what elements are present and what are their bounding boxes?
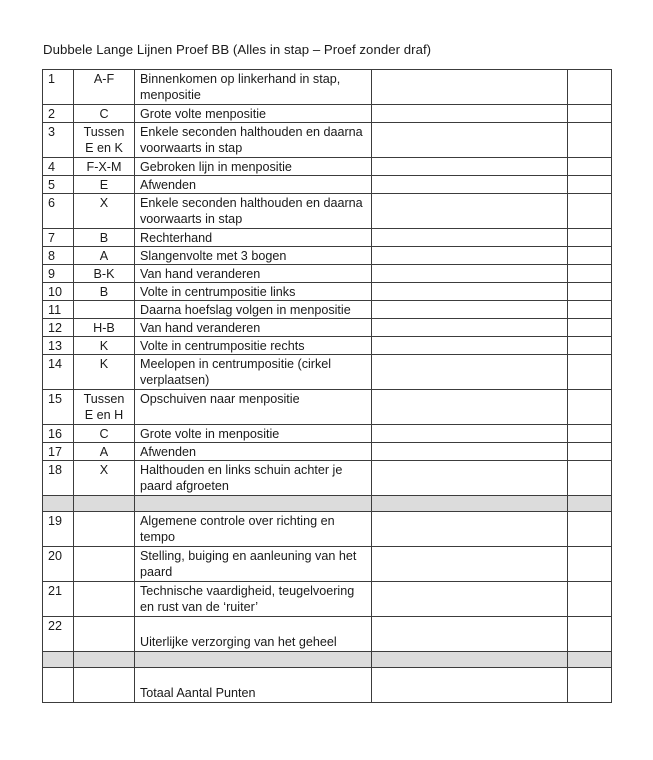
table-row — [43, 123, 612, 158]
separator-cell — [135, 496, 372, 512]
row-number: 3 — [43, 123, 74, 158]
score-cell[interactable] — [372, 547, 568, 582]
note-cell[interactable] — [568, 247, 612, 265]
table-row — [43, 355, 612, 390]
table-row — [43, 443, 612, 461]
row-letter: B — [74, 229, 135, 247]
score-cell[interactable] — [372, 425, 568, 443]
row-number: 15 — [43, 390, 74, 425]
row-letter: B — [74, 283, 135, 301]
table-row — [43, 283, 612, 301]
row-description: Technische vaardigheid, teugelvoering en rust van de ‘ruiter’ — [135, 582, 372, 617]
row-description: Grote volte in menpositie — [135, 425, 372, 443]
row-number: 20 — [43, 547, 74, 582]
table-row — [43, 265, 612, 283]
separator-cell — [43, 496, 74, 512]
score-cell[interactable] — [372, 247, 568, 265]
note-cell[interactable] — [568, 301, 612, 319]
note-cell[interactable] — [568, 70, 612, 105]
row-number: 10 — [43, 283, 74, 301]
score-cell[interactable] — [372, 582, 568, 617]
note-cell[interactable] — [568, 319, 612, 337]
score-cell[interactable] — [372, 337, 568, 355]
row-description: Algemene controle over richting en tempo — [135, 512, 372, 547]
row-number: 22 — [43, 617, 74, 652]
separator-cell — [135, 652, 372, 668]
row-letter: C — [74, 425, 135, 443]
row-description: Afwenden — [135, 443, 372, 461]
note-cell[interactable] — [568, 617, 612, 652]
table-row — [43, 194, 612, 229]
row-number: 1 — [43, 70, 74, 105]
page-title: Dubbele Lange Lijnen Proef BB (Alles in stap – Proef zonder draf) — [43, 42, 432, 57]
table-row — [43, 176, 612, 194]
row-description: Daarna hoefslag volgen in menpositie — [135, 301, 372, 319]
total-score-cell[interactable] — [372, 668, 568, 703]
row-description: Van hand veranderen — [135, 319, 372, 337]
row-letter: A — [74, 247, 135, 265]
row-description: Opschuiven naar menpositie — [135, 390, 372, 425]
table-row — [43, 70, 612, 105]
row-number: 7 — [43, 229, 74, 247]
row-description: Van hand veranderen — [135, 265, 372, 283]
separator-cell — [74, 652, 135, 668]
row-number: 13 — [43, 337, 74, 355]
total-cell — [74, 668, 135, 703]
separator-cell — [568, 652, 612, 668]
row-letter: K — [74, 337, 135, 355]
row-number: 6 — [43, 194, 74, 229]
separator-cell — [372, 652, 568, 668]
row-number: 11 — [43, 301, 74, 319]
row-number: 5 — [43, 176, 74, 194]
row-description: Gebroken lijn in menpositie — [135, 158, 372, 176]
score-table — [42, 69, 612, 703]
separator-cell — [43, 652, 74, 668]
row-letter: K — [74, 355, 135, 390]
table-row — [43, 390, 612, 425]
table-row — [43, 247, 612, 265]
note-cell[interactable] — [568, 283, 612, 301]
score-cell[interactable] — [372, 158, 568, 176]
total-label: Totaal Aantal Punten — [135, 668, 372, 703]
row-letter — [74, 547, 135, 582]
row-number: 9 — [43, 265, 74, 283]
score-cell[interactable] — [372, 176, 568, 194]
separator-cell — [568, 496, 612, 512]
row-letter: C — [74, 105, 135, 123]
table-row — [43, 319, 612, 337]
score-cell[interactable] — [372, 105, 568, 123]
score-cell[interactable] — [372, 390, 568, 425]
row-letter: F-X-M — [74, 158, 135, 176]
score-cell[interactable] — [372, 283, 568, 301]
score-cell[interactable] — [372, 443, 568, 461]
note-cell[interactable] — [568, 355, 612, 390]
score-cell[interactable] — [372, 319, 568, 337]
table-row — [43, 425, 612, 443]
note-cell[interactable] — [568, 194, 612, 229]
row-number: 21 — [43, 582, 74, 617]
note-cell[interactable] — [568, 158, 612, 176]
row-number: 12 — [43, 319, 74, 337]
row-letter: Tussen E en K — [74, 123, 135, 158]
row-letter: A-F — [74, 70, 135, 105]
row-description: Enkele seconden halthouden en daarna voorwaarts in stap — [135, 194, 372, 229]
row-description: Afwenden — [135, 176, 372, 194]
row-number: 8 — [43, 247, 74, 265]
score-cell[interactable] — [372, 194, 568, 229]
row-number: 2 — [43, 105, 74, 123]
score-cell[interactable] — [372, 229, 568, 247]
separator-row — [43, 496, 612, 512]
score-cell[interactable] — [372, 265, 568, 283]
score-cell[interactable] — [372, 70, 568, 105]
table-row — [43, 337, 612, 355]
note-cell[interactable] — [568, 123, 612, 158]
total-cell — [43, 668, 74, 703]
row-letter: B-K — [74, 265, 135, 283]
table-row — [43, 229, 612, 247]
row-letter — [74, 582, 135, 617]
note-cell[interactable] — [568, 176, 612, 194]
row-letter — [74, 617, 135, 652]
row-description: Uiterlijke verzorging van het geheel — [135, 617, 372, 652]
note-cell[interactable] — [568, 443, 612, 461]
row-letter — [74, 512, 135, 547]
total-row — [43, 668, 612, 703]
table-row — [43, 582, 612, 617]
note-cell[interactable] — [568, 425, 612, 443]
row-description: Grote volte menpositie — [135, 105, 372, 123]
score-cell[interactable] — [372, 355, 568, 390]
row-description: Enkele seconden halthouden en daarna voorwaarts in stap — [135, 123, 372, 158]
score-cell[interactable] — [372, 617, 568, 652]
separator-row — [43, 652, 612, 668]
row-letter: Tussen E en H — [74, 390, 135, 425]
score-cell[interactable] — [372, 512, 568, 547]
note-cell[interactable] — [568, 582, 612, 617]
row-letter: E — [74, 176, 135, 194]
row-description: Meelopen in centrumpositie (cirkel verplaatsen) — [135, 355, 372, 390]
row-letter: H-B — [74, 319, 135, 337]
row-letter: X — [74, 194, 135, 229]
score-cell[interactable] — [372, 461, 568, 496]
separator-cell — [74, 496, 135, 512]
total-note-cell[interactable] — [568, 668, 612, 703]
note-cell[interactable] — [568, 105, 612, 123]
row-letter — [74, 301, 135, 319]
note-cell[interactable] — [568, 229, 612, 247]
note-cell[interactable] — [568, 265, 612, 283]
score-cell[interactable] — [372, 301, 568, 319]
row-description: Binnenkomen op linkerhand in stap, menpositie — [135, 70, 372, 105]
table-row — [43, 512, 612, 547]
row-number: 16 — [43, 425, 74, 443]
row-number: 4 — [43, 158, 74, 176]
score-cell[interactable] — [372, 123, 568, 158]
separator-cell — [372, 496, 568, 512]
note-cell[interactable] — [568, 512, 612, 547]
row-description: Volte in centrumpositie rechts — [135, 337, 372, 355]
row-description: Rechterhand — [135, 229, 372, 247]
table-row — [43, 547, 612, 582]
note-cell[interactable] — [568, 337, 612, 355]
note-cell[interactable] — [568, 390, 612, 425]
row-description: Volte in centrumpositie links — [135, 283, 372, 301]
table-row — [43, 105, 612, 123]
row-number: 18 — [43, 461, 74, 496]
row-letter: A — [74, 443, 135, 461]
row-number: 14 — [43, 355, 74, 390]
table-row — [43, 617, 612, 652]
table-row — [43, 158, 612, 176]
table-row — [43, 301, 612, 319]
row-letter: X — [74, 461, 135, 496]
row-number: 17 — [43, 443, 74, 461]
row-description: Slangenvolte met 3 bogen — [135, 247, 372, 265]
row-description: Halthouden en links schuin achter je paard afgroeten — [135, 461, 372, 496]
table-row — [43, 461, 612, 496]
note-cell[interactable] — [568, 547, 612, 582]
row-description: Stelling, buiging en aanleuning van het paard — [135, 547, 372, 582]
row-number: 19 — [43, 512, 74, 547]
note-cell[interactable] — [568, 461, 612, 496]
